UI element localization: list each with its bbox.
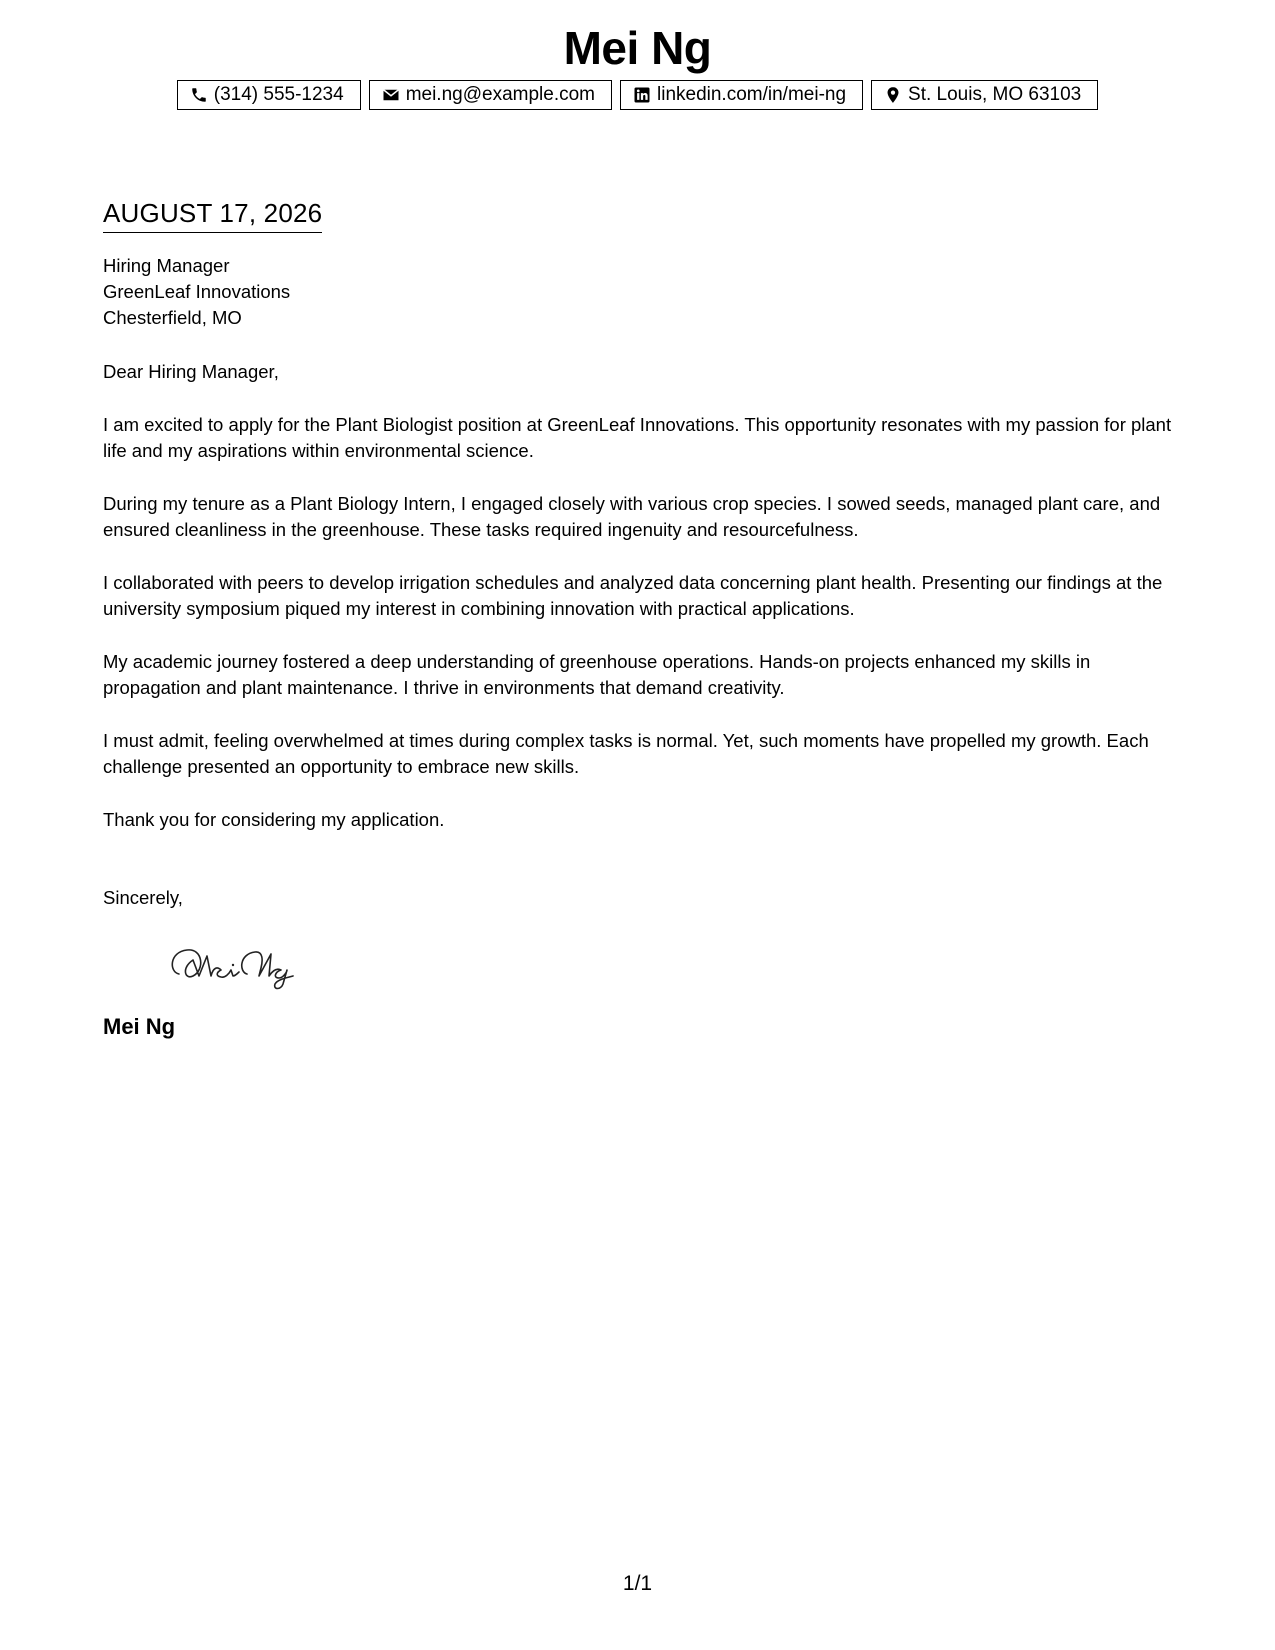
paragraph: I am excited to apply for the Plant Biologist position at GreenLeaf Innovations. This opportunity resonates with my passion for plant life and my aspirations within environmental science. <box>103 413 1172 461</box>
contact-bar <box>0 80 1275 110</box>
contact-email-text: mei.ng@example.com <box>405 84 595 105</box>
envelope-icon <box>382 86 400 104</box>
contact-linkedin[interactable] <box>620 80 863 110</box>
letter-body <box>103 196 1183 1040</box>
recipient-location: Chesterfield, MO <box>103 307 242 328</box>
page-number: 1/1 <box>622 1572 653 1595</box>
paragraph: During my tenure as a Plant Biology Intern, I engaged closely with various crop species. I sowed seeds, managed plant care, and ensured cleanliness in the greenhouse. These tasks required ingenuity and resourcefulness. <box>103 492 1161 540</box>
contact-location-text: St. Louis, MO 63103 <box>908 84 1082 105</box>
contact-linkedin-text: linkedin.com/in/mei-ng <box>657 84 847 105</box>
recipient-company: GreenLeaf Innovations <box>103 281 291 302</box>
paragraph: Thank you for considering my application. <box>103 808 445 830</box>
contact-location[interactable] <box>871 80 1098 110</box>
handwritten-signature <box>163 938 303 992</box>
linkedin-icon <box>633 86 651 104</box>
sender-name: Mei Ng <box>103 1013 176 1039</box>
closing: Sincerely, <box>103 887 183 908</box>
salutation: Dear Hiring Manager, <box>103 361 279 382</box>
letter-date: AUGUST 17, 2026 <box>103 196 322 233</box>
contact-phone-text: (314) 555-1234 <box>213 84 344 105</box>
recipient-block <box>103 253 1183 331</box>
phone-icon <box>190 86 208 104</box>
map-pin-icon <box>884 86 902 104</box>
paragraph: I must admit, feeling overwhelmed at times during complex tasks is normal. Yet, such moments have propelled my growth. Each challenge presented an opportunity to embrace new skills. <box>103 729 1149 777</box>
paragraph: My academic journey fostered a deep understanding of greenhouse operations. Hands-on projects enhanced my skills in propagation and plant maintenance. I thrive in environments that demand creativity. <box>103 650 1091 698</box>
applicant-name-header: Mei Ng <box>563 22 712 74</box>
contact-email[interactable] <box>369 80 612 110</box>
contact-phone[interactable] <box>177 80 361 110</box>
recipient-title: Hiring Manager <box>103 255 230 276</box>
paragraph: I collaborated with peers to develop irrigation schedules and analyzed data concerning plant health. Presenting our findings at the university symposium piqued my interest in combining innovation with practical applications. <box>103 571 1163 619</box>
